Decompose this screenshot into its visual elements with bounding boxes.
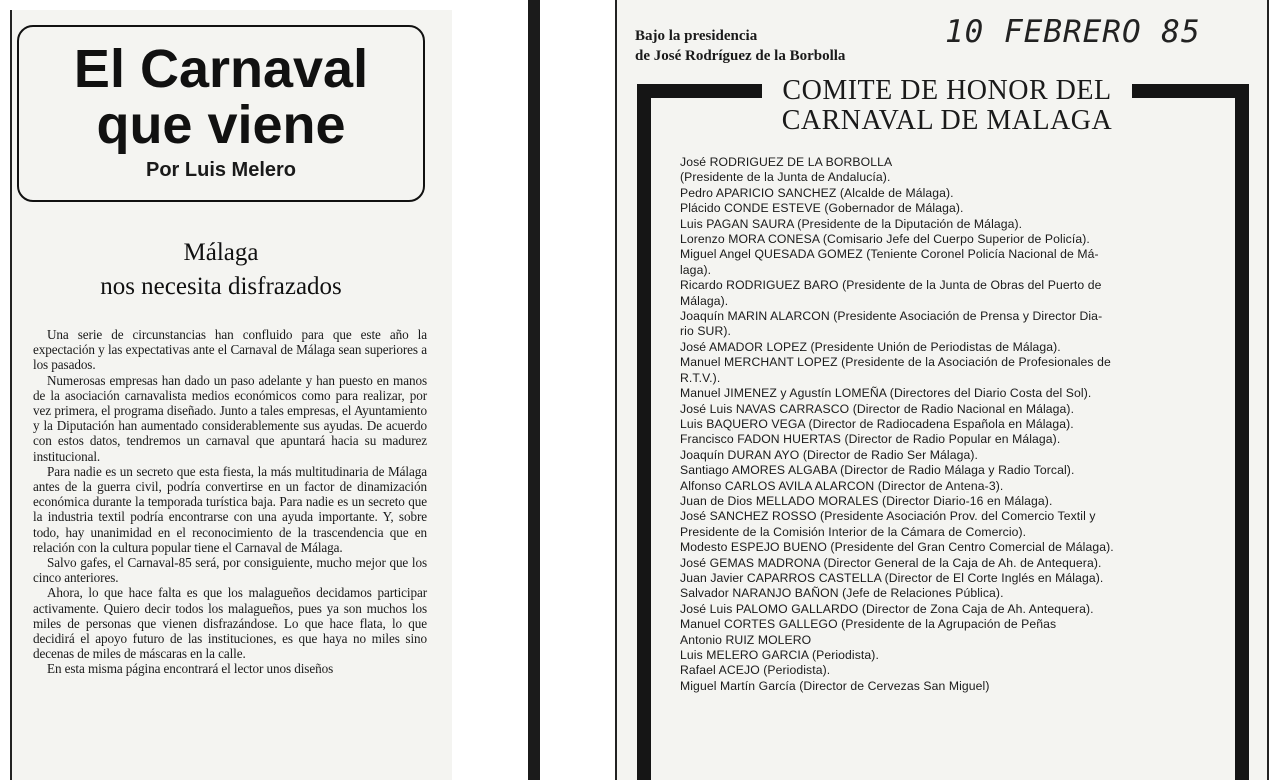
article-title-line-2: que viene: [96, 95, 346, 155]
member-line: José SANCHEZ ROSSO (Presidente Asociación Prov. del Comercio Textil y: [680, 509, 1096, 524]
headline-line-2: nos necesita disfrazados: [100, 273, 342, 300]
member-line: Modesto ESPEJO BUENO (Presidente del Gran Centro Comercial de Málaga).: [680, 540, 1114, 555]
member-line: Pedro APARICIO SANCHEZ (Alcalde de Málaga).: [680, 185, 954, 200]
member-line: Francisco FADON HUERTAS (Director de Radio Popular en Málaga).: [680, 432, 1061, 447]
member-line: Joaquín MARIN ALARCON (Presidente Asociación de Prensa y Director Dia-: [680, 309, 1103, 324]
member-line: Luis MELERO GARCIA (Periodista).: [680, 648, 879, 662]
article-paragraph: Para nadie es un secreto que esta fiesta, la más multitudinaria de Málaga antes de la guerra civil, podría convertirse en un factor de dinamización económica durante la temporada turística baja. Para nadie es un secreto que la industria textil podría encontrarse con una ayuda importante. Y, sobre todo, hay unanimidad en el reconocimiento de la trascendencia que en relación con la cultura popular tiene el Carnaval de Málaga.: [33, 463, 427, 555]
member-line: Luis BAQUERO VEGA (Director de Radiocadena Española en Málaga).: [680, 416, 1074, 431]
member-line: Santiago AMORES ALGABA (Director de Radio Málaga y Radio Torcal).: [680, 463, 1075, 478]
member-line: José AMADOR LOPEZ (Presidente Unión de Periodistas de Málaga).: [680, 339, 1061, 354]
member-line: Manuel CORTES GALLEGO (Presidente de la Agrupación de Peñas: [680, 617, 1057, 632]
member-line: Presidente de la Comisión Interior de la Cámara de Comercio).: [680, 524, 1027, 539]
article-paragraph: Salvo gafes, el Carnaval-85 será, por consiguiente, mucho mejor que los cinco anteriores.: [33, 555, 427, 586]
member-line: Lorenzo MORA CONESA (Comisario Jefe del Cuerpo Superior de Policía).: [680, 232, 1090, 247]
member-line: Alfonso CARLOS AVILA ALARCON (Director de Antena-3).: [680, 478, 1004, 493]
member-line: Plácido CONDE ESTEVE (Gobernador de Málaga).: [680, 201, 964, 216]
member-line: Juan de Dios MELLADO MORALES (Director Diario-16 en Málaga).: [680, 493, 1053, 508]
presidency-line-2: de José Rodríguez de la Borbolla: [635, 48, 846, 64]
comite-header-line-1: COMITE DE HONOR DEL: [782, 75, 1112, 106]
member-line: Salvador NARANJO BAÑON (Jefe de Relaciones Pública).: [680, 586, 1004, 601]
member-line: Manuel MERCHANT LOPEZ (Presidente de la Asociación de Profesionales de: [680, 355, 1111, 370]
article-paragraph: Una serie de circunstancias han confluido para que este año la expectación y las expectativas ante el Carnaval de Málaga sean superiores a los pasados.: [33, 327, 427, 373]
member-line: José GEMAS MADRONA (Director General de la Caja de Ah. de Antequera).: [680, 555, 1102, 570]
member-line: Málaga).: [680, 293, 729, 308]
handwritten-date: 10 FEBRERO 85: [945, 14, 1201, 50]
article-paragraph: En esta misma página encontrará el lector unos diseños: [47, 661, 334, 677]
presidency-caption: [635, 26, 845, 66]
page-divider-bar: [528, 0, 540, 780]
member-line: Manuel JIMENEZ y Agustín LOMEÑA (Directores del Diario Costa del Sol).: [680, 386, 1092, 401]
committee-member-list: [680, 155, 1216, 694]
member-line: rio SUR).: [680, 324, 732, 339]
member-line: Ricardo RODRIGUEZ BARO (Presidente de la Junta de Obras del Puerto de: [680, 278, 1102, 293]
article-title-box: [17, 25, 425, 202]
member-line: José Luis NAVAS CARRASCO (Director de Radio Nacional en Málaga).: [680, 401, 1075, 416]
member-line: Juan Javier CAPARROS CASTELLA (Director de El Corte Inglés en Málaga).: [680, 570, 1104, 585]
member-line: Antonio RUIZ MOLERO: [680, 632, 812, 647]
member-line: José Luis PALOMO GALLARDO (Director de Zona Caja de Ah. Antequera).: [680, 601, 1094, 616]
member-line: Joaquín DURAN AYO (Director de Radio Ser Málaga).: [680, 447, 978, 462]
member-line: José RODRIGUEZ DE LA BORBOLLA: [680, 155, 893, 169]
article-body: [33, 327, 427, 677]
article-paragraph: Numerosas empresas han dado un paso adelante y han puesto en manos de la asociación carnavalista medios económicos como para realizar, por vez primera, el programa diseñado. Junto a tales empresas, el Ayuntamiento y la Diputación han aumentado considerablemente sus ayudas. De acuerdo con estos datos, tendremos un carnaval que apuntará hacia su madurez institucional.: [33, 372, 427, 464]
presidency-line-1: Bajo la presidencia: [635, 28, 758, 44]
headline-line-1: Málaga: [183, 239, 259, 266]
member-line: Miguel Martín García (Director de Cervezas San Miguel): [680, 678, 990, 693]
member-line: (Presidente de la Junta de Andalucía).: [680, 170, 891, 185]
comite-header-line-2: CARNAVAL DE MALAGA: [781, 105, 1113, 136]
comite-header: [762, 76, 1132, 140]
member-line: Miguel Angel QUESADA GOMEZ (Teniente Coronel Policía Nacional de Má-: [680, 247, 1099, 262]
member-line: R.T.V.).: [680, 370, 721, 385]
article-byline: Por Luis Melero: [145, 159, 297, 181]
member-line: Rafael ACEJO (Periodista).: [680, 663, 831, 678]
member-line: Luis PAGAN SAURA (Presidente de la Diputación de Málaga).: [680, 216, 1023, 231]
article-title-line-1: El Carnaval: [73, 39, 369, 99]
member-line: laga).: [680, 262, 712, 277]
article-paragraph: Ahora, lo que hace falta es que los malagueños decidamos participar activamente. Quiero decir todos los malagueños, pues ya son muchos los miles de personas que vienen disfrazándose. Lo que hace flata, lo que decidirá el apoyo futuro de las instituciones, es que haya no miles sino decenas de miles de máscaras en la calle.: [33, 585, 427, 662]
article-headline: [17, 236, 425, 304]
